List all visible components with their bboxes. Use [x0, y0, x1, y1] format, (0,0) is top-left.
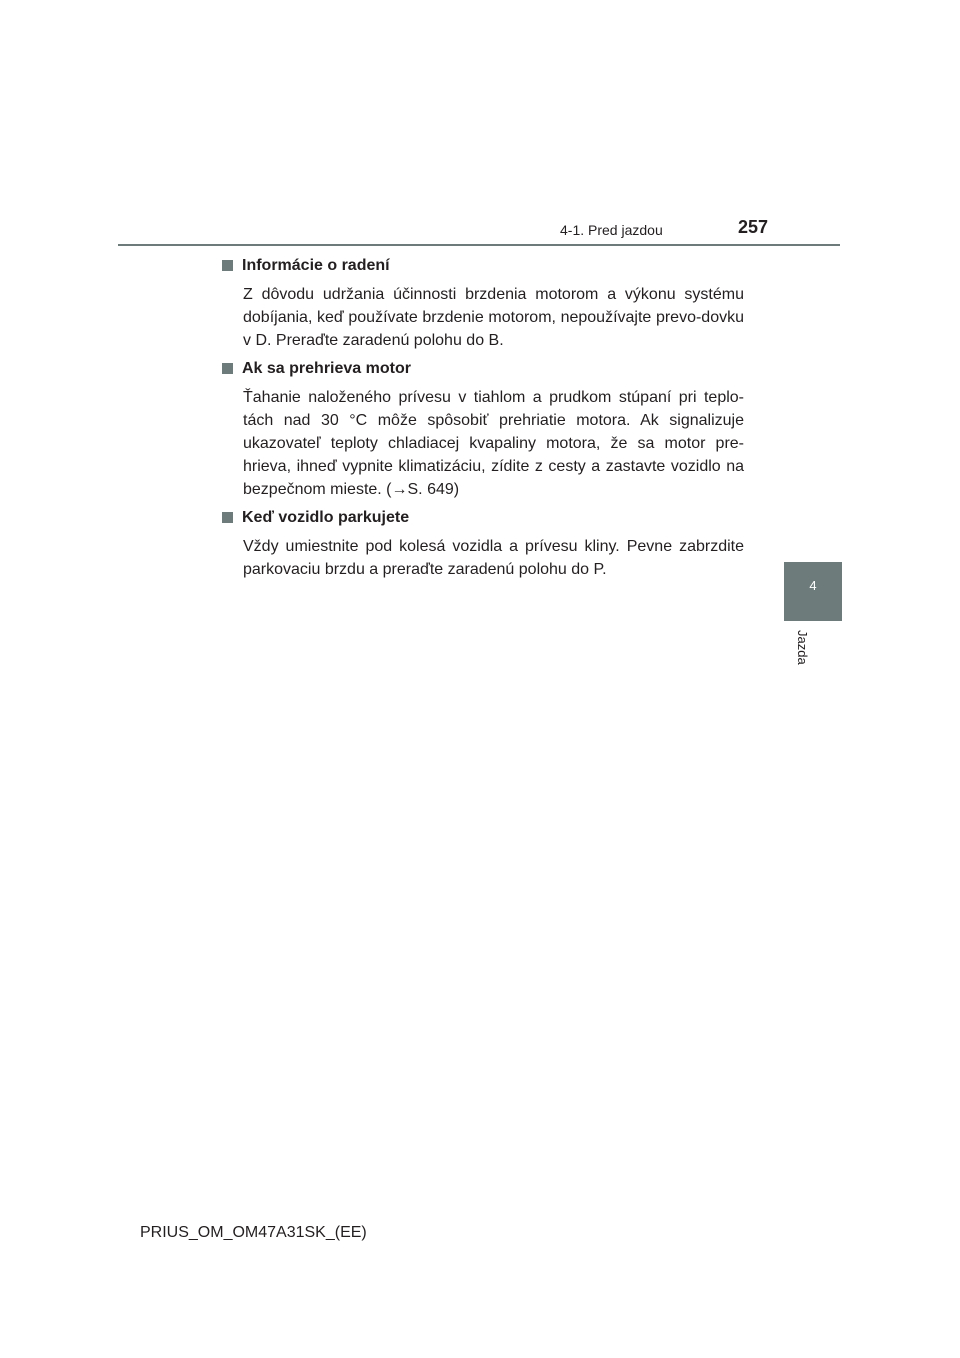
section-heading — [222, 506, 744, 529]
section-title: Keď vozidlo parkujete — [242, 509, 410, 526]
section-title: Ak sa prehrieva motor — [242, 360, 411, 377]
header-divider — [118, 244, 840, 246]
document-code: PRIUS_OM_OM47A31SK_(EE) — [140, 1224, 367, 1241]
section-body: Ťahanie naloženého prívesu v tiahlom a prudkom stúpaní pri teplo-tách nad 30 °C môže spôsobiť prehriatie motora. Ak signalizuje ukazovateľ teploty chladiacej kvapaliny motora, že sa motor pre-hrieva, ihneď vypnite klimatizáciu, zídite z cesty a zastavte vozidlo na bezpečnom mieste. (→S. 649) — [243, 389, 744, 498]
section-parking — [222, 506, 744, 581]
section-heading — [222, 254, 744, 277]
header-section-label: 4-1. Pred jazdou — [560, 222, 663, 238]
square-bullet-icon — [222, 363, 233, 374]
section-engine-overheat — [222, 357, 744, 501]
chapter-tab — [784, 562, 842, 621]
section-title: Informácie o radení — [242, 257, 390, 274]
square-bullet-icon — [222, 512, 233, 523]
chapter-tab-label: Jazda — [795, 630, 810, 665]
chapter-tab-number: 4 — [809, 578, 817, 593]
page-number: 257 — [738, 217, 769, 237]
section-heading — [222, 357, 744, 380]
section-body: Z dôvodu udržania účinnosti brzdenia motorom a výkonu systému dobíjania, keď používate brzdenie motorom, nepoužívajte prevo-dovku v D. Preraďte zaradenú polohu do B. — [243, 286, 744, 349]
section-shift-info — [222, 254, 744, 352]
page-content — [222, 254, 744, 586]
square-bullet-icon — [222, 260, 233, 271]
section-body: Vždy umiestnite pod kolesá vozidla a prívesu kliny. Pevne zabrzdite parkovaciu brzdu a preraďte zaradenú polohu do P. — [243, 538, 744, 578]
